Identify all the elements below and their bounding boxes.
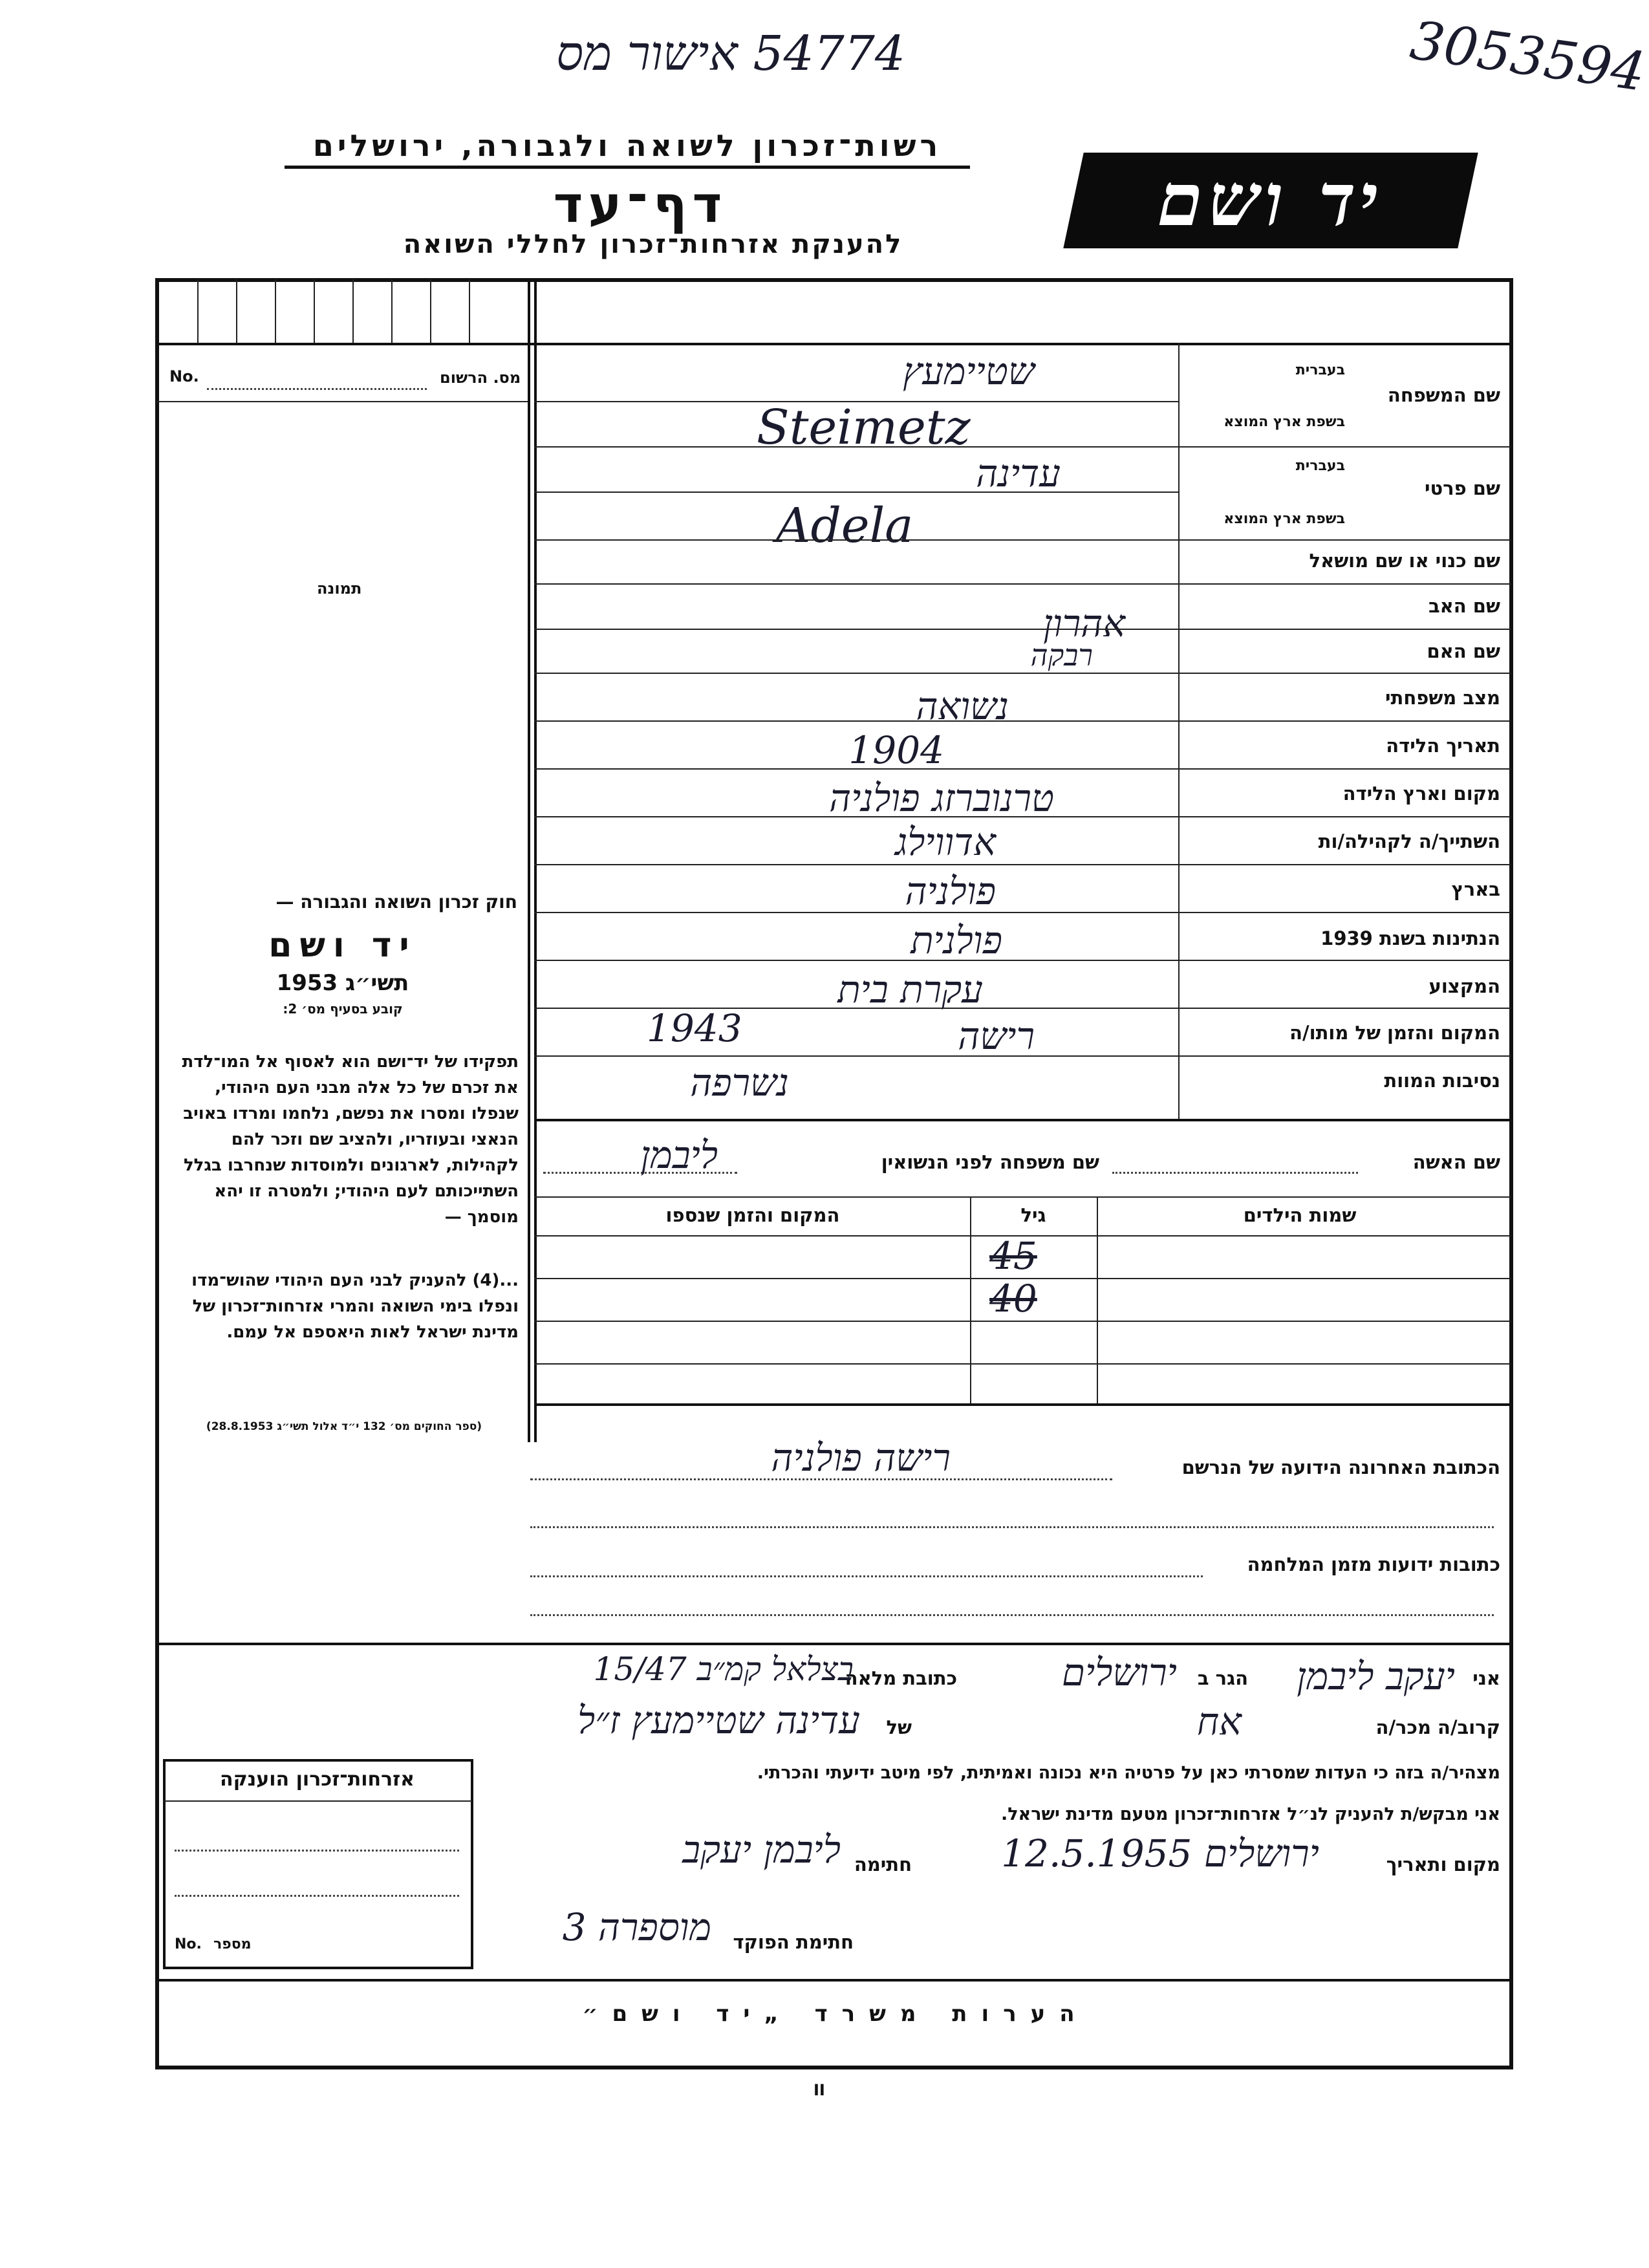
file-number-handwritten: 3053594 [1406, 10, 1649, 103]
citizenship-granted-title: אזרחות־זכרון הוענקה [219, 1768, 415, 1791]
divider [155, 1643, 1513, 1645]
divider [534, 912, 1511, 913]
law-paragraph: ...(4) להעניק לבני העם היהודי שהוש־מדו ונפלו בימי השואה והמרי אזרחות־זכרון של מדינת ישראל לאות היאספם אל עמם. [191, 1271, 519, 1342]
divider [534, 629, 1511, 630]
divider [534, 1403, 1511, 1406]
law-title: חוק זכרון השואה והגבורה — [275, 891, 517, 913]
officer-signature-value[interactable]: מוספרה 3 [562, 1905, 711, 1949]
page-mark: II [814, 2081, 825, 2099]
divider [534, 1119, 1511, 1121]
child-age[interactable]: 45 [989, 1234, 1037, 1278]
father-value[interactable]: אהרון [1043, 601, 1125, 645]
divider [155, 1979, 1513, 1982]
birth-place-value[interactable]: טרנוברזג פולניה [829, 776, 1054, 820]
citizenship-1939-label: הנתינות בשנת 1939 [1320, 927, 1500, 949]
divider [534, 539, 1511, 541]
column-divider [534, 278, 537, 1442]
divider [534, 583, 1511, 585]
resides-label: הגר ב [1197, 1667, 1248, 1689]
birth-date-value[interactable]: 1904 [848, 728, 944, 772]
form-subtitle: להענקת אזרחות־זכרון לחללי השואה [403, 230, 903, 259]
death-place-value[interactable]: רישה [958, 1014, 1035, 1058]
surname-hebrew-value[interactable]: שטיימעץ [903, 349, 1035, 393]
full-address-label: כתובת מלאה [845, 1667, 957, 1689]
photo-label: תמונה [317, 579, 362, 598]
signature-value[interactable]: ליבמן יעקב [682, 1828, 841, 1872]
city-value[interactable]: ירושלים [1061, 1650, 1177, 1694]
first-name-hebrew-value[interactable]: עדינה [976, 451, 1061, 495]
authority-line: רשות־זכרון לשואה ולגבורה, ירושלים [285, 128, 970, 169]
i-label: אני [1472, 1667, 1500, 1689]
last-address-value[interactable]: רישה פולניה [771, 1436, 951, 1480]
address-value[interactable]: בצלאל קמ״ב 15/47 [593, 1650, 854, 1688]
relative-label: קרוב/ה מכר/ה [1375, 1716, 1500, 1738]
maiden-name-label: שם משפחה לפני הנשואין [881, 1151, 1099, 1173]
signature-label: חתימה [854, 1853, 912, 1875]
relative-of-value[interactable]: עדינה שטיימעץ ז״ל [577, 1698, 860, 1742]
community-value[interactable]: אדווילג [895, 820, 996, 864]
place-date-label: מקום ותאריך [1386, 1853, 1500, 1875]
maiden-name-value[interactable]: ליבמן [640, 1133, 718, 1177]
column-divider [528, 278, 530, 1442]
first-name-label: שם פרטי [1424, 477, 1500, 499]
divider [534, 673, 1511, 674]
declaration-request: אני מבקש/ת להעניק לנ״ל אזרחות־זכרון מטעם מדינת ישראל. [1000, 1804, 1500, 1824]
death-circumstances-value[interactable]: נשרפה [690, 1061, 789, 1105]
war-address-line[interactable] [530, 1575, 1203, 1577]
country-label: בארץ [1451, 878, 1500, 900]
war-addresses-label: כתובות ידועות מזמן המלחמה [1247, 1553, 1500, 1575]
law-paragraph: תפקידו של יד־ושם הוא לאסוף אל המו־לדת את זכרם של כל אלה מבני העם היהודי, שנפלו ומסרו את נפשם, נלחמו ומרדו באויב הנאצי ובעוזריו, ולהציב שם וזכר להם לקהילות, לארגונים ולמוסדות שנחרבו בגלל השתייכותם לעם היהודי; ולמטרה זו יהא מוסמך — [182, 1052, 519, 1227]
citizenship-number-label-he: מספר [213, 1936, 252, 1952]
declaration-statement: מצהיר/ה בזה כי העדות שמסרתי כאן על פרטיה היא נכונה ואמיתית, לפי מיטב ידיעתי והכרתי. [757, 1763, 1500, 1783]
spouse-label: שם האשה [1412, 1151, 1500, 1173]
form-title: דף־עד [553, 176, 727, 234]
citizenship-number-label: No. [175, 1936, 202, 1952]
birth-date-label: תאריך הלידה [1386, 735, 1500, 757]
war-address-line[interactable] [530, 1614, 1494, 1616]
divider [534, 446, 1511, 448]
divider [534, 864, 1511, 865]
label-column-divider [1178, 343, 1180, 1119]
divider [156, 401, 528, 402]
approval-number-handwritten: 54774 אישור מס [556, 26, 905, 81]
profession-label: המקצוע [1428, 975, 1500, 997]
divider [534, 401, 1178, 402]
death-place-time-label: המקום והזמן של מותו/ה [1289, 1022, 1500, 1044]
office-remarks: הערות משרד „יד ושם״ [582, 2001, 1089, 2027]
father-label: שם האב [1428, 595, 1500, 617]
nickname-label: שם כנוי או שם מושאל [1309, 550, 1500, 572]
divider [534, 1055, 1511, 1057]
declarant-name-value[interactable]: יעקב ליבמן [1297, 1654, 1455, 1698]
registration-number-label: No. [169, 367, 199, 385]
box-line [175, 1895, 459, 1897]
surname-latin-value[interactable]: Steimetz [757, 400, 971, 455]
death-circumstances-label: נסיבות המוות [1384, 1070, 1500, 1092]
origin-language-sublabel: בשפת ארץ המוצא [1223, 511, 1345, 527]
mother-value[interactable]: רבקה [1030, 638, 1093, 673]
country-value[interactable]: פולניה [905, 869, 996, 913]
spouse-line[interactable] [1112, 1172, 1358, 1174]
divider [155, 343, 1513, 345]
marital-status-label: מצב משפחתי [1385, 687, 1500, 709]
hebrew-sublabel: בעברית [1295, 362, 1345, 378]
place-date-value[interactable]: ירושלים 12.5.1955 [1001, 1831, 1319, 1875]
table-column-divider [1097, 1196, 1098, 1403]
law-reference: (ספר החוקים מס׳ 132 י״ד אלול תשי״ג 28.8.1953) [206, 1420, 482, 1433]
birth-place-label: מקום וארץ הלידה [1342, 783, 1500, 805]
divider [534, 720, 1511, 722]
law-yad-vashem: יד ושם [268, 926, 417, 965]
place-time-perished-header: המקום והזמן שנספו [665, 1204, 840, 1226]
officer-signature-label: חתימת הפוקד [733, 1931, 854, 1953]
citizenship-1939-value[interactable]: פולנית [911, 918, 1002, 962]
table-column-divider [970, 1196, 971, 1403]
box-line [175, 1850, 459, 1852]
divider [534, 960, 1511, 961]
divider [164, 1800, 472, 1802]
hebrew-sublabel: בעברית [1295, 458, 1345, 474]
child-age[interactable]: 40 [989, 1277, 1037, 1321]
community-label: השתייך/ה לקהילה/ות [1318, 830, 1500, 852]
divider [534, 768, 1511, 770]
marital-status-value[interactable]: נשואה [916, 684, 1009, 728]
divider [534, 491, 1178, 493]
address-line[interactable] [530, 1526, 1494, 1528]
yad-vashem-logo: יד ושם [1063, 153, 1478, 248]
registration-number-line[interactable] [207, 388, 427, 390]
age-header: גיל [1020, 1204, 1046, 1226]
of-label: של [886, 1716, 912, 1738]
surname-label: שם המשפחה [1387, 384, 1500, 406]
first-name-latin-value[interactable]: Adela [776, 498, 914, 554]
divider [534, 1363, 1511, 1365]
last-address-label: הכתובת האחרונה הידועה של הנרשם [1181, 1456, 1500, 1478]
death-year-value[interactable]: 1943 [647, 1006, 742, 1050]
law-clause: קובע בסעיף מס׳ 2: [283, 1001, 403, 1017]
relation-value[interactable]: אח [1196, 1700, 1242, 1744]
divider [534, 1196, 1511, 1198]
registration-number-label-he: מס. הרשום [440, 369, 521, 387]
origin-language-sublabel: בשפת ארץ המוצא [1223, 414, 1345, 430]
children-names-header: שמות הילדים [1243, 1204, 1357, 1226]
divider [534, 816, 1511, 817]
mother-label: שם האם [1427, 640, 1500, 662]
profession-value[interactable]: עקרת בית [837, 967, 983, 1011]
divider [534, 1321, 1511, 1322]
law-year: תשי״ג 1953 [276, 970, 409, 996]
